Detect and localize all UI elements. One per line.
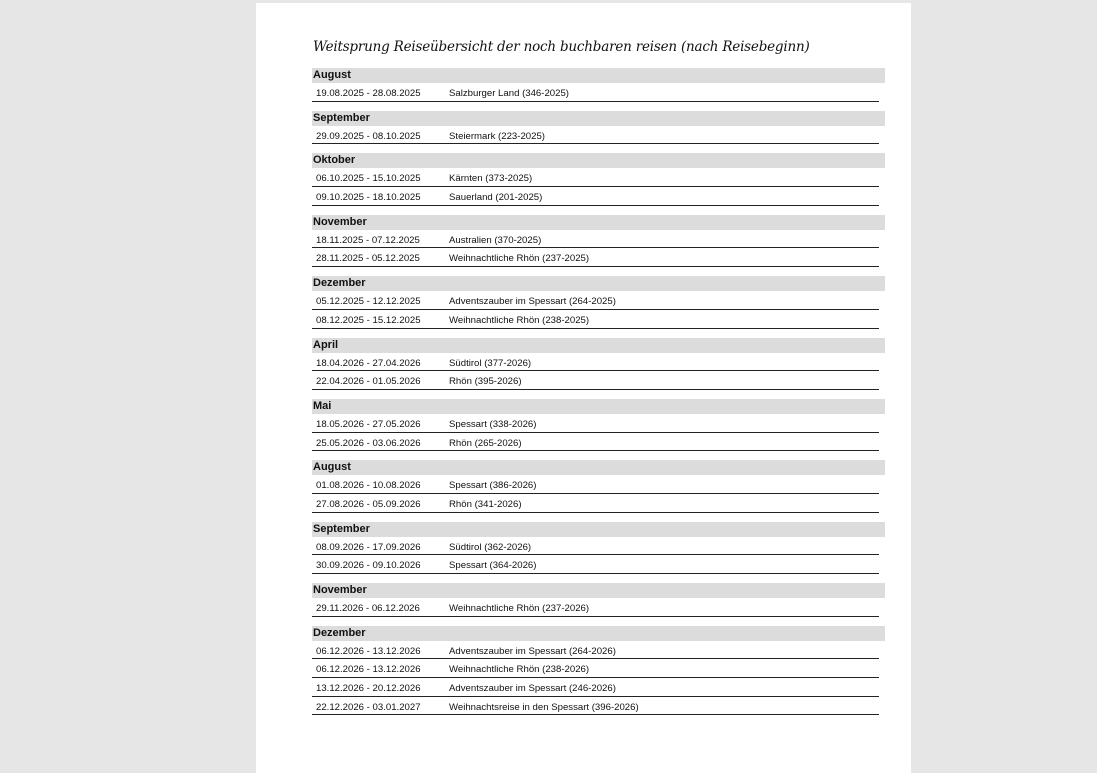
trip-row <box>312 248 879 267</box>
trip-dates: 25.05.2026 - 03.06.2026 <box>316 437 421 449</box>
trip-row <box>312 187 879 206</box>
trip-name: Salzburger Land (346-2025) <box>449 88 570 99</box>
trip-row <box>312 678 879 697</box>
trip-name: Spessart (386-2026) <box>449 480 537 492</box>
trip-name: Südtirol (377-2026) <box>449 357 532 369</box>
page-title: Weitsprung Reiseübersicht der noch buchbaren reisen (nach Reisebeginn) <box>313 39 810 55</box>
trip-name: Weihnachtliche Rhön (238-2026) <box>449 664 590 676</box>
trip-name: Rhön (395-2026) <box>449 376 522 388</box>
trip-dates: 28.11.2025 - 05.12.2025 <box>316 253 420 265</box>
trip-name: Kärnten (373-2025) <box>449 173 533 185</box>
trip-name: Australien (370-2025) <box>449 234 542 246</box>
trip-dates: 29.11.2026 - 06.12.2026 <box>316 603 420 614</box>
trip-dates: 27.08.2026 - 05.09.2026 <box>316 498 421 510</box>
trip-row <box>312 310 879 329</box>
trip-name: Weihnachtliche Rhön (237-2025) <box>449 253 590 265</box>
trip-row <box>312 641 879 660</box>
trip-name: Spessart (364-2026) <box>449 560 537 572</box>
trip-row <box>312 555 879 574</box>
trip-row <box>312 83 879 102</box>
trip-dates: 19.08.2025 - 28.08.2025 <box>316 88 421 99</box>
trip-dates: 05.12.2025 - 12.12.2025 <box>316 296 421 308</box>
trip-row <box>312 353 879 372</box>
trip-row <box>312 537 879 556</box>
trip-dates: 29.09.2025 - 08.10.2025 <box>316 130 421 142</box>
trip-dates: 01.08.2026 - 10.08.2026 <box>316 480 421 492</box>
trip-dates: 13.12.2026 - 20.12.2026 <box>316 683 421 695</box>
month-header: November <box>312 215 885 230</box>
month-header: November <box>312 583 885 598</box>
trip-row <box>312 494 879 513</box>
trip-name: Sauerland (201-2025) <box>449 192 543 204</box>
trip-row <box>312 598 879 617</box>
month-header: August <box>312 460 885 475</box>
trip-row <box>312 291 879 310</box>
trip-row <box>312 230 879 249</box>
trip-name: Südtirol (362-2026) <box>449 541 532 553</box>
trip-dates: 18.11.2025 - 07.12.2025 <box>316 234 420 246</box>
month-header: September <box>312 522 885 537</box>
trip-dates: 06.12.2026 - 13.12.2026 <box>316 645 421 657</box>
month-header: Mai <box>312 399 885 414</box>
trip-dates: 30.09.2026 - 09.10.2026 <box>316 560 421 572</box>
trip-name: Weihnachtliche Rhön (238-2025) <box>449 314 590 326</box>
document-page <box>256 3 911 773</box>
trip-name: Adventszauber im Spessart (264-2025) <box>449 296 616 308</box>
trip-name: Steiermark (223-2025) <box>449 130 545 142</box>
trip-row <box>312 475 879 494</box>
trip-dates: 06.10.2025 - 15.10.2025 <box>316 173 421 185</box>
month-header: April <box>312 338 885 353</box>
trip-row <box>312 371 879 390</box>
trip-row <box>312 414 879 433</box>
trip-row <box>312 126 879 145</box>
month-header: September <box>312 111 885 126</box>
trip-row <box>312 433 879 452</box>
trip-dates: 22.04.2026 - 01.05.2026 <box>316 376 421 388</box>
month-header: Dezember <box>312 626 885 641</box>
month-header: August <box>312 68 885 83</box>
trip-dates: 22.12.2026 - 03.01.2027 <box>316 701 421 713</box>
trip-dates: 18.04.2026 - 27.04.2026 <box>316 357 421 369</box>
trip-row <box>312 168 879 187</box>
trip-list <box>312 68 885 715</box>
trip-dates: 18.05.2026 - 27.05.2026 <box>316 418 421 430</box>
trip-name: Weihnachtliche Rhön (237-2026) <box>449 603 590 614</box>
trip-dates: 08.09.2026 - 17.09.2026 <box>316 541 421 553</box>
trip-dates: 09.10.2025 - 18.10.2025 <box>316 192 421 204</box>
trip-name: Adventszauber im Spessart (264-2026) <box>449 645 616 657</box>
trip-name: Adventszauber im Spessart (246-2026) <box>449 683 616 695</box>
trip-dates: 08.12.2025 - 15.12.2025 <box>316 314 421 326</box>
trip-name: Rhön (341-2026) <box>449 498 522 510</box>
month-header: Oktober <box>312 153 885 168</box>
trip-name: Rhön (265-2026) <box>449 437 522 449</box>
trip-row <box>312 659 879 678</box>
trip-row <box>312 697 879 716</box>
trip-name: Spessart (338-2026) <box>449 418 537 430</box>
trip-dates: 06.12.2026 - 13.12.2026 <box>316 664 421 676</box>
month-header: Dezember <box>312 276 885 291</box>
trip-name: Weihnachtsreise in den Spessart (396-2026) <box>449 701 639 713</box>
